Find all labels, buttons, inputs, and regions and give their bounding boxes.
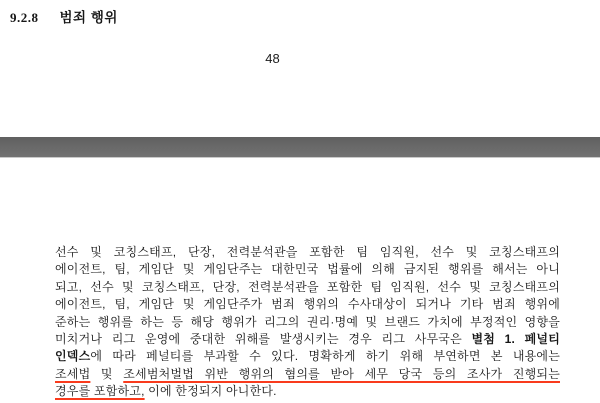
page-number: 48 (265, 51, 280, 66)
paragraph-line (55, 314, 560, 331)
section-title: 범죄 행위 (59, 10, 118, 25)
text-segment: 되고, 선수 및 코칭스태프, 단장, 전력분석관을 포함한 팀 임직원, 선수 및 코칭스태프의 (55, 279, 560, 294)
red-underlined-text-segment: 경우를 포함하고, (55, 384, 145, 399)
bold-text-segment: 인덱스 (55, 349, 91, 364)
text-segment: 에이전트, 팀, 게임단 및 게임단주가 범죄 행위의 수사대상이 되거나 기타 범죄 행위에 (55, 297, 560, 312)
text-segment: 이에 한정되지 아니한다. (144, 384, 277, 399)
text-segment: 준하는 행위를 하는 등 해당 행위가 리그의 권리·명예 및 브랜드 가치에 부정적인 영향을 (55, 314, 560, 329)
paragraph-line (55, 279, 560, 296)
bold-text-segment: 별첨 1. 페널티 (471, 332, 561, 347)
paragraph-line (55, 296, 560, 313)
section-heading (10, 6, 118, 27)
text-segment: 미치거나 리그 운영에 중대한 위해를 발생시키는 경우 리그 사무국은 (55, 332, 472, 347)
red-underlined-text-segment: 조세범처벌법 위반 행위의 혐의를 받아 세무 당국 등의 조사가 진행되는 (123, 366, 560, 381)
text-segment: 및 (90, 366, 124, 381)
text-segment: 에 따라 페널티를 부과할 수 있다. 명확하게 하기 위해 부연하면 본 내용에는 (90, 349, 560, 364)
text-segment: 에이전트, 팀, 게임단 및 게임단주는 대한민국 법률에 의해 금지된 행위를 해서는 아니 (55, 262, 560, 277)
red-underlined-text-segment: 조세법 (55, 366, 91, 381)
paragraph-line (55, 244, 560, 261)
paragraph-line (55, 366, 560, 383)
section-number: 9.2.8 (10, 10, 39, 25)
text-segment: 선수 및 코칭스태프, 단장, 전력분석관을 포함한 팀 임직원, 선수 및 코칭스태프의 (55, 245, 560, 259)
section-divider-bar (0, 137, 600, 158)
paragraph-line (55, 348, 560, 365)
paragraph-line (55, 261, 560, 278)
paragraph-line (55, 383, 560, 400)
paragraph-line (55, 331, 560, 348)
body-paragraph (55, 244, 560, 401)
